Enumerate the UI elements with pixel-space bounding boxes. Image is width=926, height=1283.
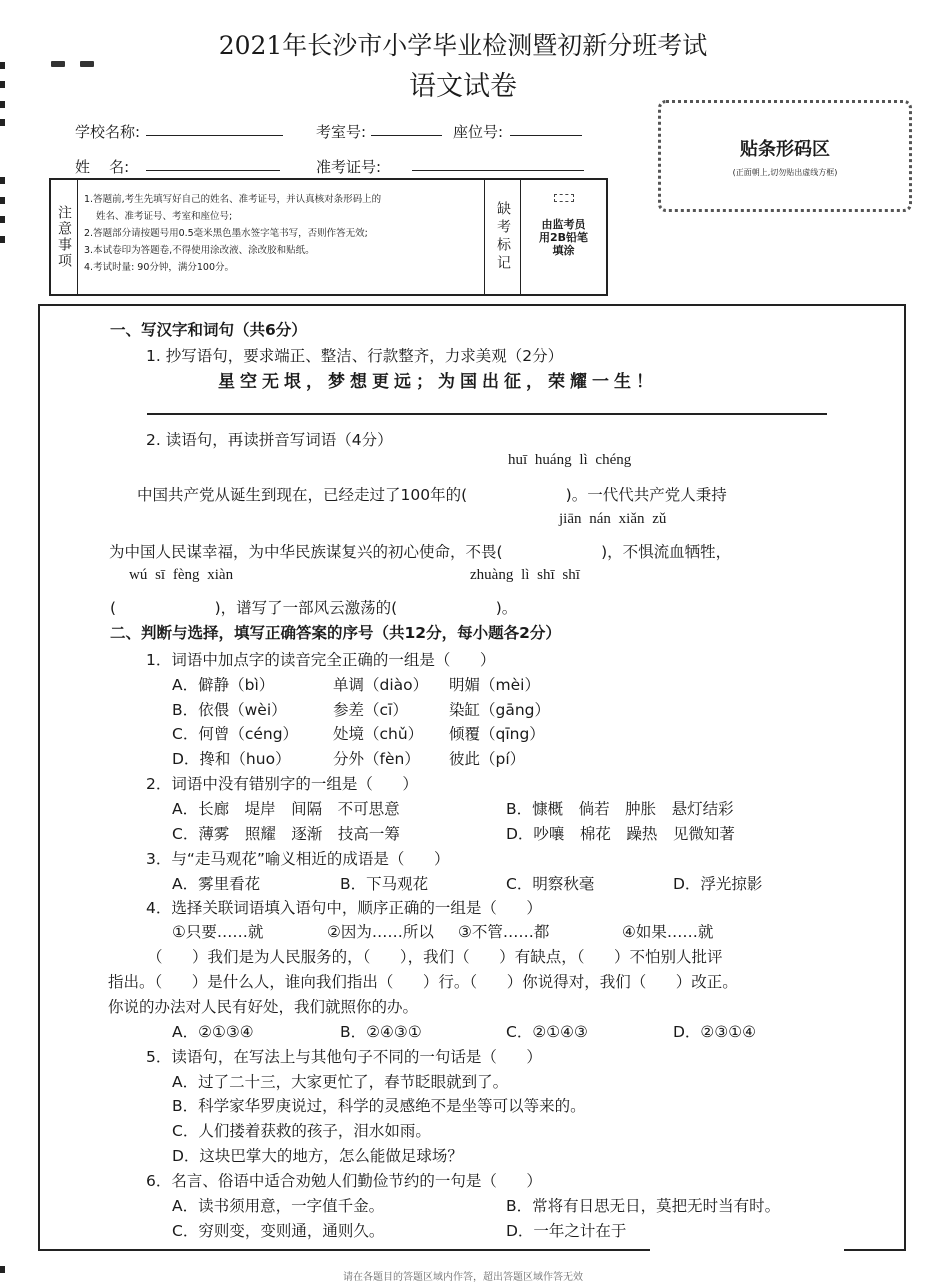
seat-number-label: 座位号: [453, 123, 504, 141]
option[interactable]: C．何曾（céng） [172, 725, 299, 743]
notes-table [49, 178, 608, 296]
q2-line: 中国共产党从诞生到现在，已经走过了100年的( )。一代代共产党人秉持 [137, 486, 727, 504]
option[interactable]: A．②①③④ [172, 1023, 254, 1041]
q1-prompt: 1. 抄写语句，要求端正、整洁、行款整齐，力求美观（2分） [146, 347, 564, 365]
option[interactable]: A．僻静（bì） [172, 676, 275, 694]
fill-instruction: 用2B铅笔 [538, 231, 589, 244]
section-1-heading: 一、写汉字和词句（共6分） [110, 321, 307, 339]
option[interactable]: B．依偎（wèi） [172, 701, 287, 719]
note-item: 3.本试卷印为答题卷,不得使用涂改液、涂改胶和贴纸。 [84, 245, 315, 256]
ticket-number-field[interactable] [412, 170, 584, 171]
question-prompt: 3．与“走马观花”喻义相近的成语是（ ） [146, 850, 450, 868]
question-prompt: 4．选择关联词语填入语句中，顺序正确的一组是（ ） [146, 899, 542, 917]
school-name-field[interactable] [146, 135, 283, 136]
frame-border [38, 1249, 650, 1251]
pinyin: huī huáng lì chéng [508, 452, 632, 468]
passage-line: 你说的办法对人民有好处，我们就照你的办。 [108, 998, 419, 1016]
q1-model-text: 星空无垠，梦想更远；为国出征，荣耀一生！ [218, 372, 658, 392]
pinyin: jiān nán xiǎn zǔ [559, 511, 667, 527]
conjunction-choice: ③不管……都 [458, 923, 550, 941]
option[interactable]: B．科学家华罗庚说过，科学的灵感绝不是坐等可以等来的。 [172, 1097, 586, 1115]
passage-line: 指出。（ ）是什么人，谁向我们指出（ ）行。（ ）你说得对，我们（ ）改正。 [108, 973, 738, 991]
option[interactable]: D．②③①④ [673, 1023, 757, 1041]
exam-room-field[interactable] [371, 135, 442, 136]
passage-line: （ ）我们是为人民服务的，（ ），我们（ ）有缺点，（ ）不怕别人批评 [147, 948, 723, 966]
note-item: 1.答题前,考生先填写好自己的姓名、准考证号，并认真核对条形码上的 [84, 194, 382, 205]
margin-mark [0, 177, 5, 184]
student-name-field[interactable] [146, 170, 280, 171]
page-footer: 请在各题目的答题区域内作答，超出答题区域作答无效 [343, 1272, 583, 1283]
option: 参差（cī） [333, 701, 408, 719]
barcode-area [658, 100, 912, 212]
option[interactable]: A．过了二十三，大家更忙了，春节眨眼就到了。 [172, 1073, 509, 1091]
notes-label-text: 注意事项 [56, 205, 72, 269]
option: 彼此（pí） [449, 750, 526, 768]
option[interactable]: B．下马观花 [340, 875, 429, 893]
option[interactable]: C．明察秋毫 [506, 875, 595, 893]
margin-mark [0, 236, 5, 243]
notes-label [51, 180, 78, 294]
option[interactable]: D．一年之计在于 [506, 1222, 627, 1240]
absent-mark-text: 缺考标记 [495, 201, 511, 273]
q2-prompt: 2. 读语句，再读拼音写词语（4分） [146, 431, 393, 449]
fill-instruction: 填涂 [552, 244, 575, 257]
option: 染缸（gāng） [449, 701, 551, 719]
question-prompt: 2．词语中没有错别字的一组是（ ） [146, 775, 418, 793]
option: 倾覆（qīng） [449, 725, 545, 743]
option[interactable]: B．②④③① [340, 1023, 422, 1041]
q1-writing-line[interactable] [147, 413, 827, 415]
question-prompt: 1．词语中加点字的读音完全正确的一组是（ ） [146, 651, 496, 669]
option[interactable]: D．搀和（huo） [172, 750, 291, 768]
option[interactable]: D．这块巴掌大的地方，怎么能做足球场？ [172, 1147, 463, 1165]
option[interactable]: D．浮光掠影 [673, 875, 763, 893]
notes-items [78, 180, 485, 294]
exam-title: 2021年长沙市小学毕业检测暨初新分班考试 [218, 31, 708, 60]
option[interactable]: B．常将有日思无日，莫把无时当有时。 [506, 1197, 781, 1215]
ticket-number-label: 准考证号: [316, 158, 382, 176]
option[interactable]: C．人们搂着获救的孩子，泪水如雨。 [172, 1122, 431, 1140]
q2-line: ( )，谱写了一部风云激荡的( )。 [110, 599, 518, 617]
option[interactable]: D．吵嚷 棉花 躁热 见微知著 [506, 825, 735, 843]
question-prompt: 6．名言、俗语中适合劝勉人们勤俭节约的一句是（ ） [146, 1172, 542, 1190]
fill-box[interactable] [554, 194, 574, 202]
pinyin: zhuàng lì shī shī [470, 567, 580, 583]
margin-mark [0, 216, 5, 223]
barcode-title: 贴条形码区 [740, 139, 830, 160]
option: 单调（diào） [333, 676, 429, 694]
margin-mark [0, 119, 5, 126]
option[interactable]: C．薄雾 照耀 逐渐 技高一筹 [172, 825, 400, 843]
school-name-label: 学校名称: [75, 123, 141, 141]
option[interactable]: C．穷则变，变则通，通则久。 [172, 1222, 385, 1240]
option[interactable]: A．雾里看花 [172, 875, 261, 893]
exam-subtitle: 语文试卷 [409, 71, 517, 102]
conjunction-choice: ②因为……所以 [327, 923, 434, 941]
option[interactable]: B．慷概 倘若 肿胀 悬灯结彩 [506, 800, 734, 818]
frame-border [844, 1249, 906, 1251]
note-item: 4.考试时量: 90分钟，满分100分。 [84, 262, 235, 273]
conjunction-choice: ①只要……就 [172, 923, 264, 941]
option: 明媚（mèi） [449, 676, 540, 694]
fill-instruction: 由监考员 [541, 218, 586, 231]
student-name-label: 姓 名: [75, 158, 130, 176]
option[interactable]: A．读书须用意，一字值千金。 [172, 1197, 385, 1215]
option[interactable]: C．②①④③ [506, 1023, 588, 1041]
pinyin: wú sī fèng xiàn [129, 567, 234, 583]
barcode-subtitle: (正面朝上,切勿贴出虚线方框) [732, 168, 838, 177]
note-item: 姓名、准考证号、考室和座位号; [96, 211, 233, 222]
option[interactable]: A．长廊 堤岸 间隔 不可思意 [172, 800, 400, 818]
option: 分外（fèn） [333, 750, 420, 768]
conjunction-choice: ④如果……就 [622, 923, 714, 941]
q2-line: 为中国人民谋幸福，为中华民族谋复兴的初心使命，不畏( )，不惧流血牺牲， [109, 543, 732, 561]
absent-mark-label [485, 180, 521, 294]
absent-mark-fill[interactable] [521, 180, 606, 294]
note-item: 2.答题部分请按题号用0.5毫米黑色墨水签字笔书写，否则作答无效; [84, 228, 368, 239]
question-prompt: 5．读语句，在写法上与其他句子不同的一句话是（ ） [146, 1048, 542, 1066]
option: 处境（chǔ） [333, 725, 424, 743]
seat-number-field[interactable] [510, 135, 582, 136]
section-2-heading: 二、判断与选择，填写正确答案的序号（共12分，每小题各2分） [110, 624, 561, 642]
margin-mark [0, 197, 5, 204]
exam-room-label: 考室号: [316, 123, 367, 141]
